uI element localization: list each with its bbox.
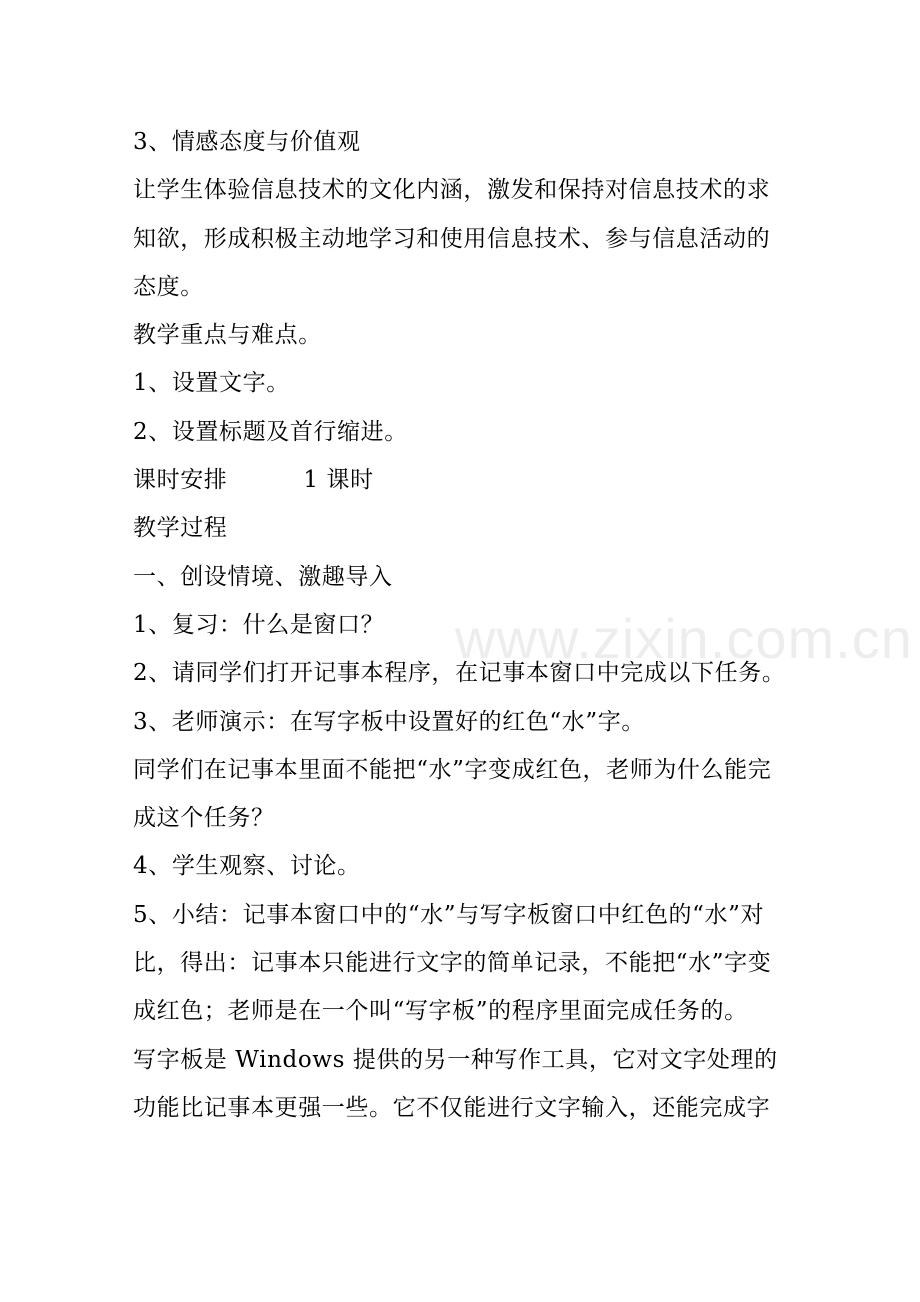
section-heading: 教学重点与难点。: [133, 322, 322, 349]
list-item: 3、老师演示：在写字板中设置好的红色“水”字。: [133, 708, 645, 735]
list-item: 4、学生观察、讨论。: [133, 853, 361, 880]
schedule-value: 1 课时: [303, 467, 374, 494]
paragraph-line: 写字板是 Windows 提供的另一种写作工具，它对文字处理的: [133, 1046, 778, 1073]
watermark: www.zixin.com.cn: [455, 607, 913, 670]
paragraph-line: 知欲，形成积极主动地学习和使用信息技术、参与信息活动的: [133, 225, 771, 252]
section-heading: 教学过程: [133, 515, 228, 542]
paragraph-line: 同学们在记事本里面不能把“水”字变成红色，老师为什么能完: [133, 756, 772, 783]
paragraph-line: 成这个任务？: [133, 805, 275, 832]
list-item: 1、复习：什么是窗口？: [133, 611, 385, 638]
paragraph-line: 成红色；老师是在一个叫“写字板”的程序里面完成任务的。: [133, 998, 748, 1025]
paragraph-line: 3、情感态度与价值观: [133, 129, 361, 155]
list-item: 1、设置文字。: [133, 370, 290, 397]
paragraph-line: 态度。: [133, 273, 204, 300]
schedule-line: [133, 456, 793, 504]
list-item: 2、设置标题及首行缩进。: [133, 418, 408, 445]
schedule-label: 课时安排: [133, 467, 228, 494]
section-heading: 一、创设情境、激趣导入: [133, 563, 393, 590]
paragraph-line: 让学生体验信息技术的文化内涵，激发和保持对信息技术的求: [133, 177, 771, 204]
paragraph-line: 功能比记事本更强一些。它不仅能进行文字输入，还能完成字: [133, 1094, 771, 1121]
list-item: 5、小结：记事本窗口中的“水”与写字板窗口中红色的“水”对: [133, 901, 765, 928]
list-item: 2、请同学们打开记事本程序，在记事本窗口中完成以下任务。: [133, 660, 786, 687]
paragraph-line: 比，得出：记事本只能进行文字的简单记录，不能把“水”字变: [133, 950, 772, 977]
document-body: [133, 118, 793, 1132]
